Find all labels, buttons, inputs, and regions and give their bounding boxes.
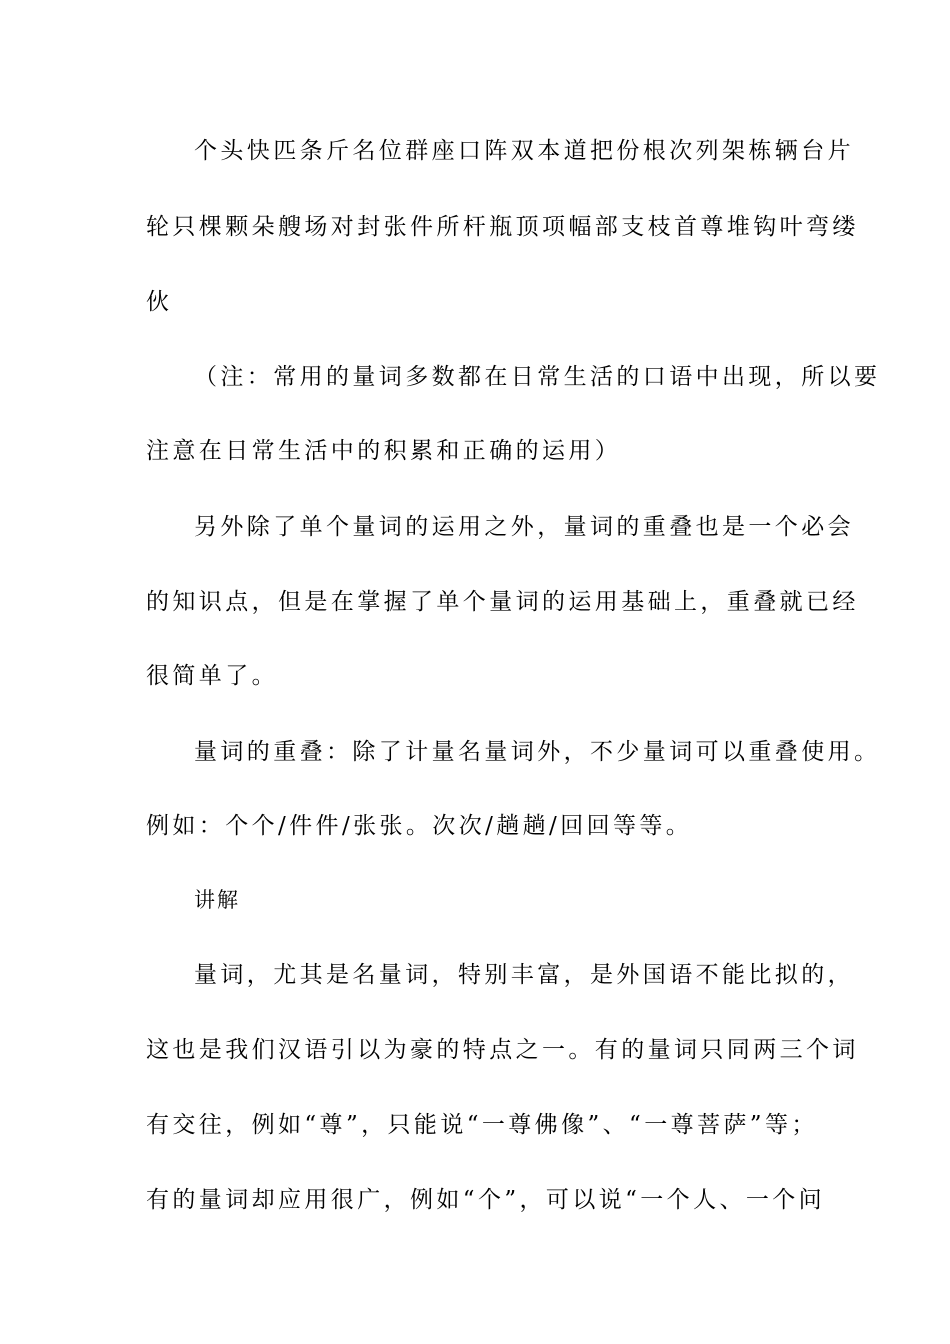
reduplication-intro-line-3: 很简单了。: [146, 663, 278, 689]
reduplication-intro-line-1: 另外除了单个量词的运用之外，量词的重叠也是一个必会: [194, 514, 854, 540]
explanation-paragraph-line-3: 有交往，例如“尊”，只能说“一尊佛像”、“一尊菩萨”等；: [146, 1112, 818, 1138]
explanation-paragraph-line-1: 量词，尤其是名量词，特别丰富，是外国语不能比拟的，: [194, 962, 854, 988]
section-heading-explanation: 讲解: [194, 888, 240, 912]
reduplication-rule-line-1: 量词的重叠：除了计量名量词外，不少量词可以重叠使用。: [194, 739, 881, 765]
measure-word-list-line-3: 伙: [146, 289, 173, 315]
explanation-paragraph-line-2: 这也是我们汉语引以为豪的特点之一。有的量词只同两三个词: [146, 1037, 859, 1063]
note-paragraph-line-2: 注意在日常生活中的积累和正确的运用）: [146, 438, 622, 464]
reduplication-intro-line-2: 的知识点，但是在掌握了单个量词的运用基础上，重叠就已经: [146, 589, 859, 615]
measure-word-list-line-1: 个头快匹条斤名位群座口阵双本道把份根次列架栋辆台片: [194, 138, 854, 164]
reduplication-rule-line-2: 例如：个个/件件/张张。次次/趟趟/回回等等。: [146, 813, 693, 839]
measure-word-list-line-2: 轮只棵颗朵艘场对封张件所杆瓶顶项幅部支枝首尊堆钩叶弯缕: [146, 214, 859, 240]
explanation-paragraph-line-4: 有的量词却应用很广，例如“个”，可以说“一个人、一个问: [146, 1187, 826, 1213]
note-paragraph-line-1: （注：常用的量词多数都在日常生活的口语中出现，所以要: [194, 364, 881, 390]
